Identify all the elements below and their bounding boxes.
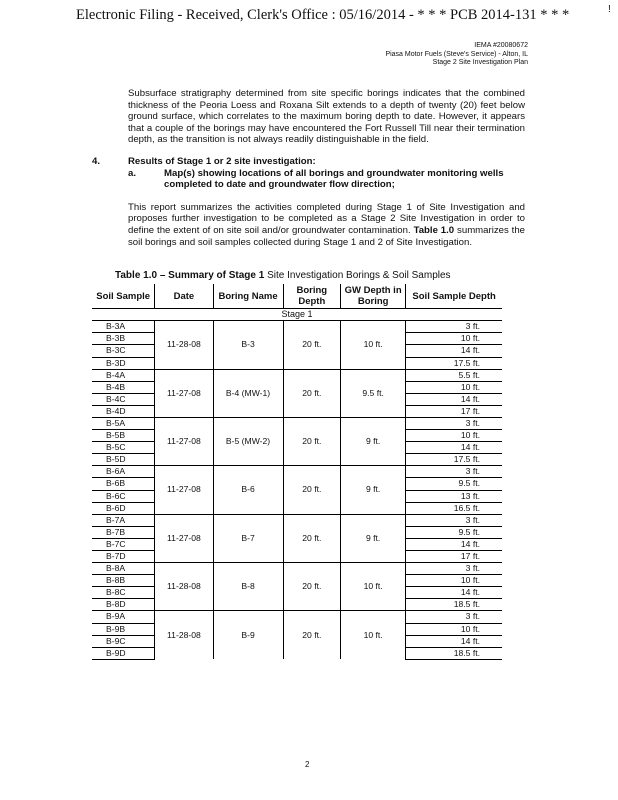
subsection-title: Map(s) showing locations of all borings and groundwater monitoring wells completed to date and groundwater flow direction; (164, 167, 504, 191)
section-heading (92, 156, 525, 168)
sample-depth: 5.5 ft. (406, 369, 502, 381)
soil-sample: B-4A (92, 369, 155, 381)
sample-depth: 3 ft. (406, 514, 502, 526)
soil-sample: B-9A (92, 611, 155, 623)
soil-sample: B-9B (92, 623, 155, 635)
soil-sample: B-7A (92, 514, 155, 526)
gw-depth: 10 ft. (341, 611, 406, 659)
column-header: Soil Sample (92, 284, 155, 309)
section-number: 4. (92, 155, 101, 167)
soil-sample: B-8B (92, 575, 155, 587)
soil-sample: B-7D (92, 551, 155, 563)
boring-name: B-6 (213, 466, 283, 514)
gw-depth: 9.5 ft. (341, 369, 406, 417)
soil-sample: B-6D (92, 502, 155, 514)
sample-depth: 3 ft. (406, 563, 502, 575)
table-row (92, 514, 502, 526)
soil-sample: B-4B (92, 381, 155, 393)
sample-depth: 14 ft. (406, 635, 502, 647)
soil-sample: B-7C (92, 538, 155, 550)
column-header: Soil Sample Depth (406, 284, 502, 309)
soil-sample: B-6A (92, 466, 155, 478)
table-title-rest: Site Investigation Borings & Soil Samples (267, 270, 451, 282)
soil-sample: B-5D (92, 454, 155, 466)
boring-name: B-7 (213, 514, 283, 562)
boring-depth: 20 ft. (283, 321, 340, 369)
document-header (385, 42, 528, 68)
table-title-bold: Table 1.0 – Summary of Stage 1 (115, 270, 268, 282)
boring-name: B-9 (213, 611, 283, 659)
sample-depth: 3 ft. (406, 417, 502, 429)
soil-sample: B-5C (92, 442, 155, 454)
paragraph-summary (128, 202, 525, 248)
sample-depth: 9.5 ft. (406, 478, 502, 490)
soil-sample: B-4C (92, 393, 155, 405)
date: 11-27-08 (155, 369, 213, 417)
soil-sample: B-4D (92, 405, 155, 417)
sample-depth: 14 ft. (406, 587, 502, 599)
text: summarizes the soil borings and soil samples collected during Stage 1 and 2 of Site Investigation. (128, 224, 526, 248)
sample-depth: 3 ft. (406, 611, 502, 623)
filing-stamp: Electronic Filing - Received, Clerk's Office : 05/16/2014 - * * * PCB 2014-131 * * * (76, 7, 570, 23)
section-title: Results of Stage 1 or 2 site investigation: (128, 155, 316, 167)
soil-sample: B-9C (92, 635, 155, 647)
date: 11-28-08 (155, 563, 213, 611)
date: 11-28-08 (155, 321, 213, 369)
soil-sample: B-8A (92, 563, 155, 575)
sample-depth: 18.5 ft. (406, 647, 502, 659)
sample-depth: 17 ft. (406, 551, 502, 563)
paragraph-stratigraphy: Subsurface stratigraphy determined from site specific borings indicates that the combined thickness of the Peoria Loess and Roxana Silt extends to a depth of twenty (20) feet below ground surface, which correlates to the maximum boring depth to date. However, it appears that a couple of the borings may have encountered the Fort Russell Till near their termination depth, as the transition is not always readily distinguishable in the field. (128, 88, 525, 146)
gw-depth: 9 ft. (341, 514, 406, 562)
soil-sample: B-3A (92, 321, 155, 333)
sample-depth: 14 ft. (406, 393, 502, 405)
sample-depth: 17.5 ft. (406, 357, 502, 369)
soil-sample: B-5A (92, 417, 155, 429)
table-reference: Table 1.0 (413, 224, 455, 236)
boring-name: B-3 (213, 321, 283, 369)
table-row (92, 563, 502, 575)
date: 11-27-08 (155, 514, 213, 562)
document-body (92, 88, 525, 660)
column-header: Boring Name (213, 284, 283, 309)
header-line: IEMA #20080672 (474, 42, 528, 49)
stage-label: Stage 1 (281, 309, 313, 320)
gw-depth: 9 ft. (341, 466, 406, 514)
column-header: Boring Depth (283, 284, 340, 309)
soil-sample: B-3B (92, 333, 155, 345)
stage-row (92, 309, 502, 321)
subsection-heading (128, 168, 525, 191)
gw-depth: 9 ft. (341, 417, 406, 465)
boring-depth: 20 ft. (283, 611, 340, 659)
text: This report summarizes the activities completed during Stage 1 of Site Investigation and proposes further investigation to be completed as a Stage 2 Site Investigation in order to define the extent of on site soil and/or groundwater contamination. (128, 201, 525, 236)
boring-name: B-5 (MW-2) (213, 417, 283, 465)
boring-name: B-4 (MW-1) (213, 369, 283, 417)
soil-sample: B-3D (92, 357, 155, 369)
sample-depth: 13 ft. (406, 490, 502, 502)
soil-sample: B-6C (92, 490, 155, 502)
header-line: Piasa Motor Fuels (Steve's Service) - Alton, IL (385, 50, 528, 58)
sample-depth: 3 ft. (406, 321, 502, 333)
sample-depth: 17.5 ft. (406, 454, 502, 466)
soil-sample: B-3C (92, 345, 155, 357)
header-line: Stage 2 Site Investigation Plan (432, 59, 528, 66)
date: 11-27-08 (155, 417, 213, 465)
sample-depth: 17 ft. (406, 405, 502, 417)
sample-depth: 10 ft. (406, 430, 502, 442)
soil-sample: B-5B (92, 430, 155, 442)
margin-mark: ! (608, 4, 611, 15)
sample-depth: 16.5 ft. (406, 502, 502, 514)
boring-name: B-8 (213, 563, 283, 611)
date: 11-27-08 (155, 466, 213, 514)
sample-depth: 14 ft. (406, 538, 502, 550)
soil-sample: B-8C (92, 587, 155, 599)
sample-depth: 14 ft. (406, 345, 502, 357)
boring-depth: 20 ft. (283, 417, 340, 465)
table-row (92, 321, 502, 333)
gw-depth: 10 ft. (341, 563, 406, 611)
boring-depth: 20 ft. (283, 369, 340, 417)
date: 11-28-08 (155, 611, 213, 659)
boring-depth: 20 ft. (283, 563, 340, 611)
sample-depth: 10 ft. (406, 333, 502, 345)
table-row (92, 417, 502, 429)
soil-sample: B-6B (92, 478, 155, 490)
gw-depth: 10 ft. (341, 321, 406, 369)
column-header: Date (155, 284, 213, 309)
table-row (92, 466, 502, 478)
sample-depth: 10 ft. (406, 575, 502, 587)
table-title (115, 270, 525, 282)
soil-sample: B-8D (92, 599, 155, 611)
sample-depth: 14 ft. (406, 442, 502, 454)
sample-depth: 18.5 ft. (406, 599, 502, 611)
boring-depth: 20 ft. (283, 466, 340, 514)
borings-table (92, 284, 502, 660)
column-header: GW Depth in Boring (341, 284, 406, 309)
table-row (92, 369, 502, 381)
boring-depth: 20 ft. (283, 514, 340, 562)
table-row (92, 611, 502, 623)
soil-sample: B-9D (92, 647, 155, 659)
sample-depth: 10 ft. (406, 623, 502, 635)
sample-depth: 10 ft. (406, 381, 502, 393)
sample-depth: 9.5 ft. (406, 526, 502, 538)
subsection-letter: a. (128, 167, 137, 179)
soil-sample: B-7B (92, 526, 155, 538)
page-number: 2 (305, 760, 310, 769)
sample-depth: 3 ft. (406, 466, 502, 478)
